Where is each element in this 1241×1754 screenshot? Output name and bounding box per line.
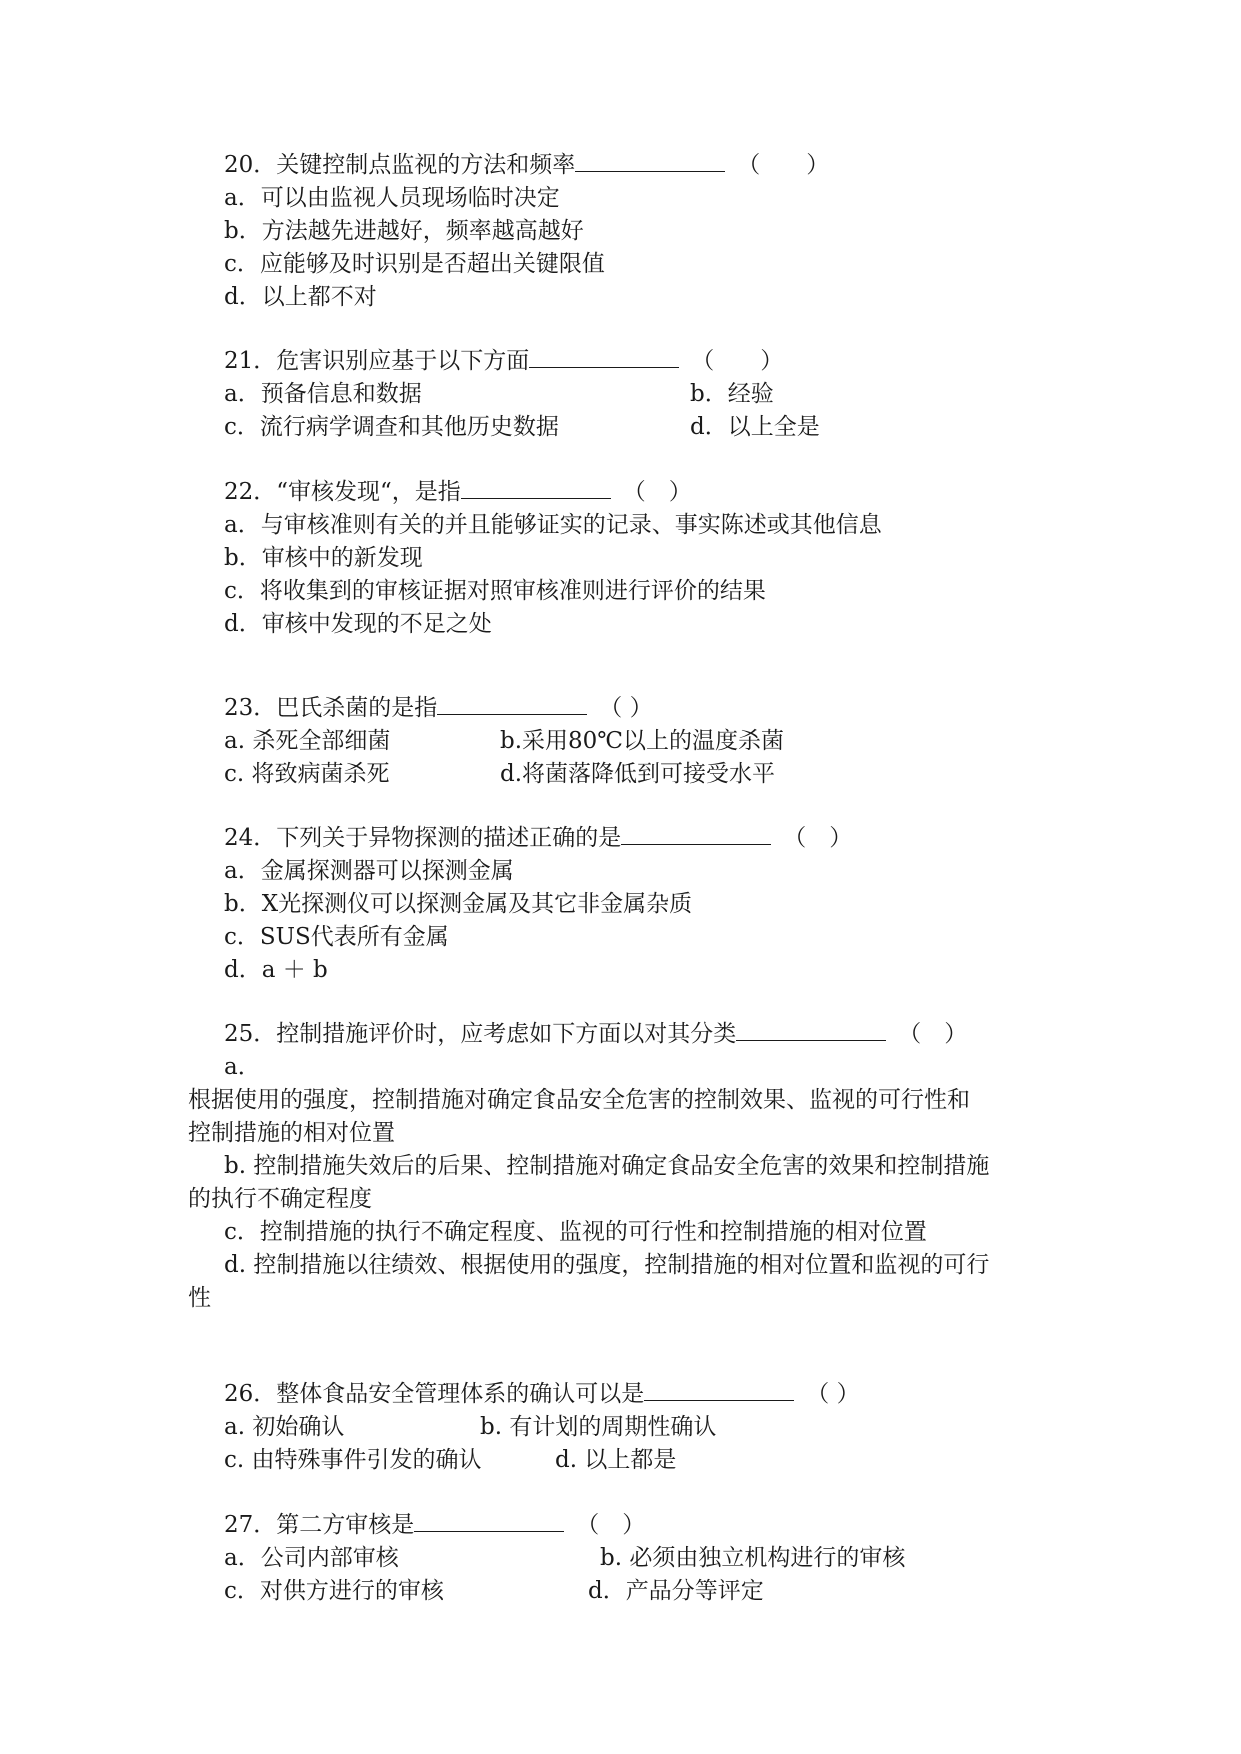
answer-paren: （ ） [691, 348, 784, 374]
question-24-option-d: d．a ＋ b [224, 957, 328, 983]
answer-blank [461, 478, 611, 499]
question-20-stem: 20．关键控制点监视的方法和频率 （ ） [224, 152, 830, 178]
question-20-option-d: d．以上都不对 [224, 284, 377, 310]
answer-paren: （ ） [806, 1381, 860, 1407]
answer-blank [529, 347, 679, 368]
answer-blank [644, 1380, 794, 1401]
question-25-option-a-label: a． [224, 1054, 261, 1080]
answer-blank [621, 824, 771, 845]
question-26-option-a: a. 初始确认 [224, 1414, 345, 1440]
question-25-option-d-line2: 性 [188, 1285, 211, 1311]
question-27-option-b: b. 必须由独立机构进行的审核 [600, 1545, 906, 1571]
answer-paren: （ ） [622, 479, 692, 505]
question-25-option-b-line2: 的执行不确定程度 [188, 1186, 372, 1212]
answer-blank [736, 1020, 886, 1041]
question-25-option-a-line1: 根据使用的强度，控制措施对确定食品安全危害的控制效果、监视的可行性和 [188, 1087, 970, 1113]
question-23-stem: 23．巴氏杀菌的是指 （ ） [224, 695, 653, 721]
question-20-option-b: b．方法越先进越好，频率越高越好 [224, 218, 584, 244]
answer-paren: （ ） [783, 825, 853, 851]
question-20-option-c: c．应能够及时识别是否超出关键限值 [224, 251, 605, 277]
question-26-option-d: d. 以上都是 [555, 1447, 677, 1473]
question-21-option-c: c．流行病学调查和其他历史数据 [224, 414, 559, 440]
question-23-option-b: b.采用80℃以上的温度杀菌 [500, 728, 785, 754]
question-21-stem: 21．危害识别应基于以下方面 （ ） [224, 348, 784, 374]
question-27-option-d: d．产品分等评定 [588, 1578, 764, 1604]
question-21-option-d: d．以上全是 [690, 414, 820, 440]
question-22-option-b: b．审核中的新发现 [224, 545, 423, 571]
answer-paren: （ ） [576, 1512, 646, 1538]
answer-blank [575, 151, 725, 172]
answer-paren: （ ） [599, 695, 653, 721]
question-21-option-a: a．预备信息和数据 [224, 381, 422, 407]
question-23-option-d: d.将菌落降低到可接受水平 [500, 761, 776, 787]
question-23-option-c: c. 将致病菌杀死 [224, 761, 390, 787]
question-23-option-a: a. 杀死全部细菌 [224, 728, 391, 754]
question-20-option-a: a．可以由监视人员现场临时决定 [224, 185, 560, 211]
question-25-stem: 25．控制措施评价时，应考虑如下方面以对其分类 （ ） [224, 1021, 968, 1047]
answer-blank [414, 1511, 564, 1532]
question-27-option-c: c．对供方进行的审核 [224, 1578, 444, 1604]
question-25-option-c: c．控制措施的执行不确定程度、监视的可行性和控制措施的相对位置 [224, 1219, 927, 1245]
question-27-stem: 27．第二方审核是 （ ） [224, 1512, 646, 1538]
question-22-option-a: a．与审核准则有关的并且能够证实的记录、事实陈述或其他信息 [224, 512, 882, 538]
question-24-option-c: c．SUS代表所有金属 [224, 924, 449, 950]
question-22-option-c: c．将收集到的审核证据对照审核准则进行评价的结果 [224, 578, 766, 604]
question-22-stem: 22．“审核发现“，是指 （ ） [224, 479, 692, 505]
question-25-option-b-line1: b. 控制措施失效后的后果、控制措施对确定食品安全危害的效果和控制措施 [224, 1153, 990, 1179]
question-21-option-b: b．经验 [690, 381, 774, 407]
answer-paren: （ ） [898, 1021, 968, 1047]
question-26-stem: 26．整体食品安全管理体系的确认可以是 （ ） [224, 1381, 860, 1407]
question-24-option-b: b．X光探测仪可以探测金属及其它非金属杂质 [224, 891, 693, 917]
question-25-option-d-line1: d. 控制措施以往绩效、根据使用的强度，控制措施的相对位置和监视的可行 [224, 1252, 990, 1278]
question-24-option-a: a．金属探测器可以探测金属 [224, 858, 514, 884]
question-26-option-b: b. 有计划的周期性确认 [480, 1414, 717, 1440]
question-27-option-a: a．公司内部审核 [224, 1545, 399, 1571]
question-25-option-a-line2: 控制措施的相对位置 [188, 1120, 395, 1146]
answer-paren: （ ） [737, 152, 830, 178]
question-26-option-c: c. 由特殊事件引发的确认 [224, 1447, 482, 1473]
question-24-stem: 24．下列关于异物探测的描述正确的是 （ ） [224, 825, 853, 851]
answer-blank [437, 694, 587, 715]
question-22-option-d: d．审核中发现的不足之处 [224, 611, 492, 637]
